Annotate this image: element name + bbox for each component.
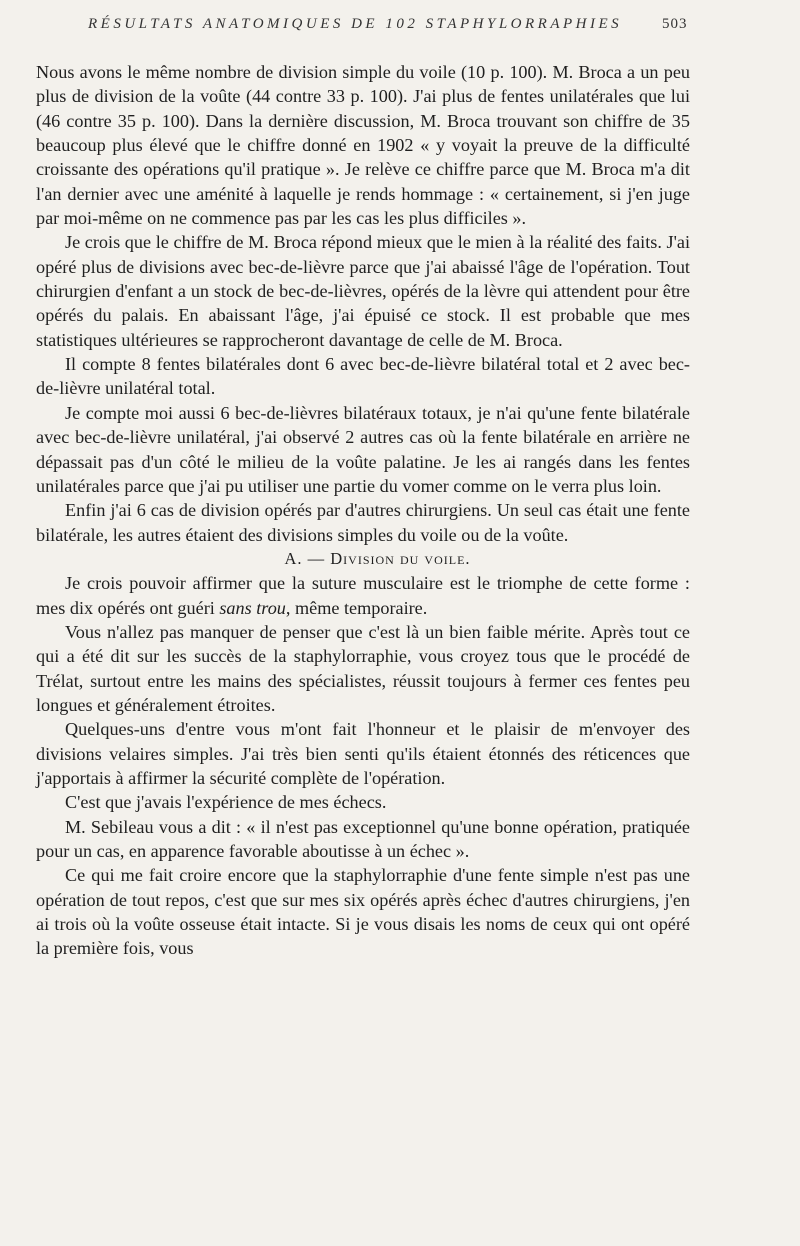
section-title: Division du voile. — [330, 548, 471, 568]
text-run: , même temporaire. — [285, 597, 428, 618]
section-prefix: A. — — [284, 548, 331, 568]
paragraph: Vous n'allez pas manquer de penser que c'est là un bien faible mérite. Après tout ce qui a été dit sur les succès de la staphylorraphie, vous croyez tous que le procédé de Trélat, surtout entre les mains des spécialistes, réussit toujours à fermer ces fentes peu longues et généralement étroites. — [36, 621, 690, 715]
paragraph: Quelques-uns d'entre vous m'ont fait l'honneur et le plaisir de m'envoyer des divisions velaires simples. J'ai très bien senti qu'ils étaient étonnés des réticences que j'apportais à affirmer la sécurité complète de l'opération. — [36, 719, 690, 788]
paragraph: Ce qui me fait croire encore que la staphylorraphie d'une fente simple n'est pas une opération de tout repos, c'est que sur mes six opérés après échec d'autres chirurgiens, j'en ai trois où la voûte osseuse était intacte. Si je vous disais les noms de ceux qui ont opéré la première fois, vous — [36, 865, 690, 959]
running-title: RÉSULTATS ANATOMIQUES DE 102 STAPHYLORRAPHIES — [88, 16, 623, 32]
italic-text: sans trou — [219, 597, 286, 618]
paragraph: Il compte 8 fentes bilatérales dont 6 avec bec-de-lièvre bilatéral total et 2 avec bec-de-lièvre unilatéral total. — [36, 354, 690, 399]
body-text — [36, 60, 690, 961]
paragraph: Enfin j'ai 6 cas de division opérés par d'autres chirurgiens. Un seul cas était une fente bilatérale, les autres étaient des divisions simples du voile ou de la voûte. — [36, 500, 690, 545]
paragraph: C'est que j'avais l'expérience de mes échecs. — [65, 792, 387, 813]
paragraph — [36, 571, 690, 620]
paragraph: Je compte moi aussi 6 bec-de-lièvres bilatéraux totaux, je n'ai qu'une fente bilatérale avec bec-de-lièvre unilatéral, j'ai observé 2 autres cas où la fente bilatérale en arrière ne dépassait pas d'un côté le milieu de la voûte palatine. Je les ai rangés dans les fentes unilatérales parce que j'ai pu utiliser une partie du vomer comme on le verra plus loin. — [36, 402, 690, 496]
paragraph: Je crois que le chiffre de M. Broca répond mieux que le mien à la réalité des faits. J'ai opéré plus de divisions avec bec-de-lièvre parce que j'ai abaissé l'âge de l'opération. Tout chirurgien d'enfant a un stock de bec-de-lièvres, opérés de la lèvre qui attendent pour être opérés du palais. En abaissant l'âge, j'ai épuisé ce stock. Il est probable que mes statistiques ultérieures se rapprocheront davantage de celle de M. Broca. — [36, 232, 690, 350]
paragraph: Nous avons le même nombre de division simple du voile (10 p. 100). M. Broca a un peu plus de division de la voûte (44 contre 33 p. 100). J'ai plus de fentes unilatérales que lui (46 contre 35 p. 100). Dans la dernière discussion, M. Broca trouvant son chiffre de 35 beaucoup plus élevé que le chiffre donné en 1902 « y voyait la preuve de la difficulté croissante des opérations qu'il pratique ». Je relève ce chiffre parce que M. Broca m'a dit l'an dernier avec une aménité à laquelle je rends hommage : « certainement, si j'en juge par moi-même on ne commence pas par les cas les plus difficiles ». — [36, 62, 690, 229]
text-run: Je crois pouvoir affirmer que la suture musculaire est le triomphe de cette forme : mes dix opérés ont guéri — [36, 573, 690, 618]
paragraph: M. Sebileau vous a dit : « il n'est pas exceptionnel qu'une bonne opération, pratiquée pour un cas, en apparence favorable aboutisse à un échec ». — [36, 816, 690, 861]
page-number: 503 — [662, 16, 688, 32]
section-heading — [36, 547, 690, 571]
